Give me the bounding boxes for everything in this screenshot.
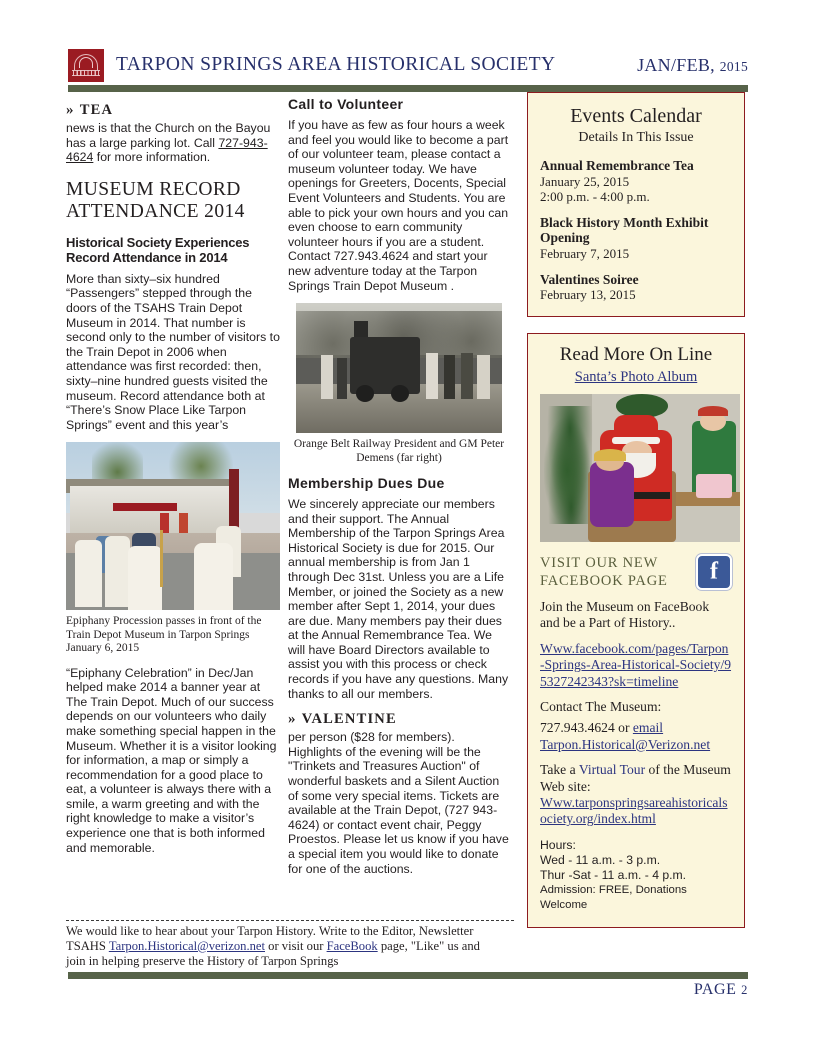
valentine-body: per person ($28 for members). Highlights of the evening will be the "Trinkets and Treasures Auction" of wonderful baskets and a Silent Auction of some very special items. Tickets are available at the Train Depot, (727 943-4624) or contact event chair, Peggy Proestos. Please let us know if you have a special item you would like to donate for one of the auctions.	[288, 730, 509, 876]
middle-column	[288, 96, 510, 886]
footer-line-1: We would like to hear about your Tarpon History. Write to the Editor, Newsletter	[66, 924, 474, 938]
tea-paragraph	[66, 121, 282, 165]
valentine-kicker	[288, 711, 510, 728]
tea-phone-link[interactable]: 727-943-4624	[66, 135, 268, 165]
footer-line-3: join in helping preserve the History of Tarpon Springs	[66, 954, 339, 968]
event-time: 2:00 p.m. - 4:00 p.m.	[540, 188, 650, 204]
society-name: TARPON SPRINGS AREA HISTORICAL SOCIETY	[116, 54, 556, 75]
call-to-volunteer-heading: Call to Volunteer	[288, 96, 404, 112]
virtual-tour-highlight[interactable]: Virtual Tour	[578, 762, 646, 778]
footer-facebook-link[interactable]: FaceBook	[326, 939, 378, 953]
right-column	[527, 92, 745, 928]
facebook-heading	[540, 554, 690, 590]
footer-line-2-post: page, "Like" us and	[377, 939, 480, 953]
events-calendar-title: Events Calendar	[570, 105, 702, 127]
facebook-heading-line2: FACEBOOK PAGE	[540, 573, 668, 589]
contact-email-link[interactable]: Tarpon.Historical@Verizon.net	[540, 736, 711, 752]
museum-record-headline: MUSEUM RECORD ATTENDANCE 2014	[66, 178, 245, 222]
membership-dues-heading: Membership Dues Due	[288, 474, 445, 491]
event-item	[540, 215, 732, 261]
events-calendar-subtitle: Details In This Issue	[578, 130, 694, 145]
left-column	[66, 102, 282, 865]
read-more-online-title: Read More On Line	[559, 344, 713, 365]
epiphany-procession-photo	[66, 442, 280, 610]
record-attendance-subhead: Historical Society Experiences Record Attendance in 2014	[66, 234, 250, 265]
event-date: February 7, 2015	[540, 245, 630, 261]
footer-tsahs-label: TSAHS	[66, 939, 109, 953]
page-number-value: 2	[741, 983, 748, 997]
event-item	[540, 272, 732, 303]
railway-photo-caption: Orange Belt Railway President and GM Peter Demens (far right)	[293, 438, 505, 464]
page-number	[694, 981, 748, 999]
footer-rule	[68, 972, 748, 979]
event-name: Black History Month Exhibit Opening	[540, 214, 709, 245]
event-name: Valentines Soiree	[540, 271, 639, 287]
event-date: January 25, 2015	[540, 173, 630, 189]
contact-phone-line	[540, 720, 732, 736]
page-label: PAGE	[693, 981, 737, 998]
event-item	[540, 158, 732, 204]
valentine-kicker-label: VALENTINE	[301, 711, 397, 728]
footer-line-2-mid: or visit our	[265, 939, 327, 953]
tea-text-post: for more information.	[93, 150, 211, 165]
footer-line-2	[66, 939, 514, 954]
tea-kicker	[66, 102, 282, 119]
chevron-double-right-icon: »	[288, 711, 297, 728]
virtual-tour-pre: Take a	[540, 762, 579, 778]
santa-photo-album-image	[540, 394, 740, 542]
issue-year: 2015	[719, 58, 748, 74]
epiphany-photo-caption: Epiphany Procession passes in front of the Train Depot Museum in Tarpon Springs January 6, 2015	[66, 615, 262, 655]
epiphany-celebration-paragraph: “Epiphany Celebration” in Dec/Jan helped make 2014 a banner year at The Train Depot. Much of our success depends on our volunteers who daily make something special happen in the Museum. Whether it is a visitor looking for information, a map or simply a recommendation for a good place to eat, a volunteer is always there with a smile, a warm greeting and with the right knowledge to make a visitor’s experience one that is both informed and memorable.	[66, 665, 277, 855]
orange-belt-railway-photo	[296, 303, 502, 433]
event-date: February 13, 2015	[540, 287, 636, 302]
email-word-link[interactable]: email	[632, 720, 664, 736]
depot-logo-icon	[68, 49, 104, 82]
footer-divider	[66, 920, 514, 921]
chevron-double-right-icon: »	[66, 102, 75, 118]
tea-text-pre: news is that the Church on the Bayou has a large parking lot. Call	[66, 121, 271, 150]
virtual-tour-post: of the Museum Web site:	[540, 762, 731, 794]
hours-thursday-saturday: Thur -Sat - 11 a.m. - 4 p.m.	[540, 867, 687, 882]
read-more-online-box	[527, 333, 745, 928]
issue-date	[637, 55, 748, 76]
events-calendar-box	[527, 92, 745, 317]
facebook-callout	[540, 554, 732, 590]
contact-phone: 727.943.4624 or	[540, 720, 633, 736]
attendance-paragraph: More than sixty–six hundred “Passengers” stepped through the doors of the TSAHS Train Depot Museum in 2014. That number is second only to the number of visitors to the Train Depot in 2006 when attendance was first recorded: then, sixty–nine hundred guests visited the museum. Record attendance both at “There’s Snow Place Like Tarpon Springs” event and this year’s	[66, 271, 280, 432]
footer-note	[66, 918, 514, 969]
facebook-page-url-link[interactable]: Www.facebook.com/pages/Tarpon-Springs-Area-Historical-Society/95327242343?sk=timeline	[540, 640, 732, 689]
masthead	[68, 46, 748, 84]
hours-wednesday: Wed - 11 a.m. - 3 p.m.	[540, 852, 661, 867]
santas-photo-album-link[interactable]: Santa’s Photo Album	[574, 369, 698, 385]
facebook-heading-line1: VISIT OUR NEW	[540, 555, 659, 571]
issue-month: JAN/FEB,	[637, 54, 715, 75]
header-rule	[68, 85, 748, 92]
museum-website-link[interactable]: Www.tarponspringsareahistoricalsociety.org/index.html	[540, 795, 728, 827]
event-name: Annual Remembrance Tea	[540, 158, 694, 173]
hours-label: Hours:	[540, 837, 576, 852]
facebook-icon[interactable]	[696, 554, 732, 590]
membership-dues-body: We sincerely appreciate our members and their support. The Annual Membership of the Tarpon Springs Area Historical Society is due for 2015. Our annual membership is from Jan 1 through Dec 31st. Unless you are a Life Member, or joined the Society as a new member after Sept 1, 2014, your dues are due. Many members pay their dues at the Annual Remembrance Tea. We will have Board Directors available to assist you with this process or check records if you have any questions. Many thanks to all our members.	[288, 496, 509, 701]
virtual-tour-line	[540, 762, 732, 795]
tea-kicker-label: TEA	[79, 102, 114, 118]
admission-note: Admission: FREE, Donations Welcome	[540, 883, 687, 911]
call-to-volunteer-body: If you have as few as four hours a week and feel you would like to become a part of our volunteer team, please contact a museum volunteer today. We have openings for Greeters, Docents, Special Event Volunteers and Students. You are able to pick your own hours and you can even choose to earn community volunteer hours if you are a student. Contact 727.943.4624 and start your new adventure today at the Tarpon Springs Train Depot Museum .	[288, 118, 509, 293]
facebook-invite-text: Join the Museum on FaceBook and be a Part of History..	[540, 599, 710, 631]
contact-museum-label: Contact The Museum:	[540, 699, 662, 715]
footer-email-link[interactable]: Tarpon.Historical@verizon.net	[108, 939, 266, 953]
